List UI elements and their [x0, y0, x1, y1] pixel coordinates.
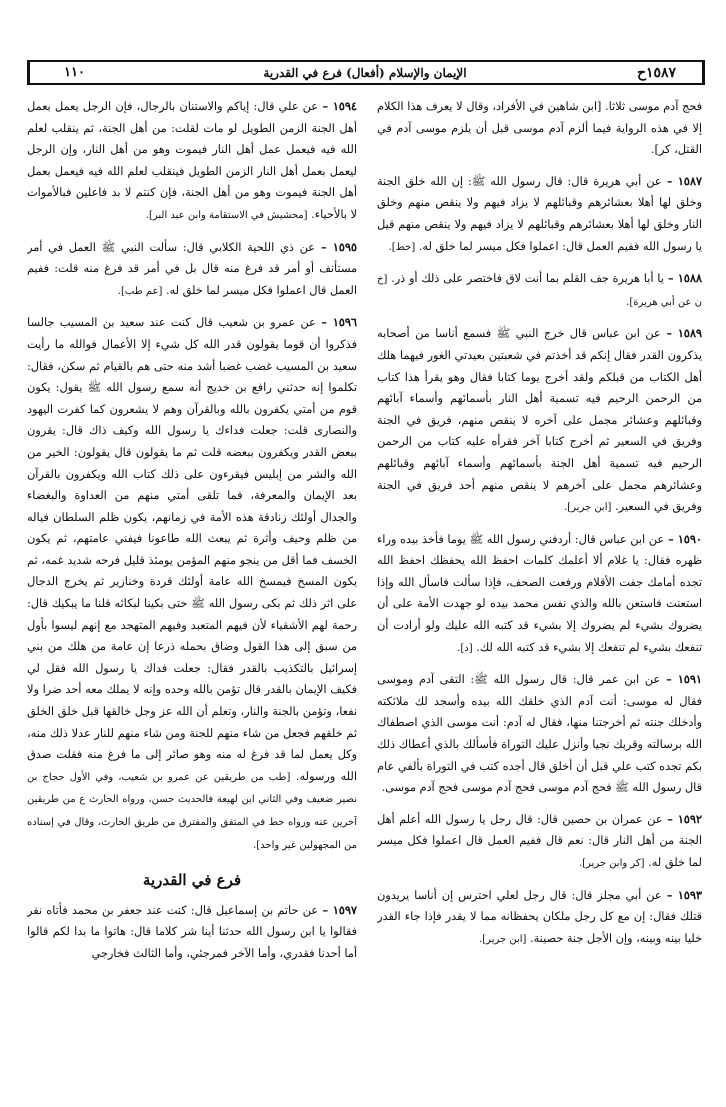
- entry-text: عن ذي اللحية الكلابي قال: سألت النبي ﷺ العمل في أمر مستأنف أو أمر قد فرغ منه قال بل في أمر قد فرغ منه قلت: ففيم العمل قال اعملوا فكل ميسر لما خلق له.: [27, 240, 357, 297]
- entry-text: عن علي قال: إياكم والاستنان بالرجال، فإن الرجل يعمل بعمل أهل الجنة الزمن الطويل لو مات لقلت: من أهل الجنة، ثم ينقلب لعلم الله فيه فيعمل عمل أهل النار فيموت وهو من أهل النار، وإن الرجل ليعمل بعمل أهل النار الزمن الطويل فينقلب لعلم الله فيه فيعمل بعمل أهل الجنة فيموت وهو من أهل الجنة، فإن كنتم لا بد فاعلين فبالأموات لا بالأحياء.: [27, 100, 357, 221]
- entry-range: ١٥٨٧ح: [611, 62, 703, 83]
- hadith-entry: [27, 900, 357, 965]
- entry-number: ١٥٩٢ –: [662, 811, 702, 826]
- entry-number: ١٥٩٣ –: [661, 887, 702, 902]
- entry-number: ١٥٩٠ –: [664, 531, 702, 546]
- entry-text: عن عمران بن حصين قال: قال رجل يا رسول الله أعلم أهل الجنة من أهل النار قال: نعم قال ففيم العمل قال اعملوا فكل ميسر لما خلق له.: [377, 812, 702, 869]
- entry-number: ١٥٩٥ –: [314, 239, 357, 254]
- hadith-entry: [377, 669, 702, 799]
- entry-number: ١٥٨٧ –: [661, 173, 702, 188]
- continuation-text: فحج آدم موسى ثلاثا. [ابن شاهين في الأفراد، وقال لا يعرف هذا الكلام إلا في هذه الرواية فيما ألزم آدم موسى قبل أن يلزم موسى آدم في القتل، كر].: [377, 100, 702, 157]
- entry-source: [ابن جرير].: [564, 502, 612, 514]
- hadith-entry: [377, 885, 702, 951]
- hadith-entry: [377, 323, 702, 518]
- hadith-entry: [27, 237, 357, 303]
- hadith-entry: [377, 809, 702, 875]
- entry-text: يا أبا هريرة جف القلم بما أنت لاق فاختصر على ذلك أو ذر.: [387, 272, 664, 286]
- entry-source: [عم طب].: [117, 285, 163, 297]
- left-after-heading: [27, 900, 357, 965]
- entry-number: ١٥٨٨ –: [663, 271, 702, 286]
- entry-text: عن ابن عمر قال: قال رسول الله ﷺ: التقى آدم وموسى فقال له موسى: أنت آدم الذي خلقك الله بيده وأسجد لك ملائكته وأدخلك جنته ثم أخرجتنا منها، فقال له آدم: أنت موسى الذي اصطفاك الله برسالته وقربك نجيا وأنزل عليك التوراة فأسألك بالذي أعطاك ذلك بكم تجده كتب علي قبل أن أخلق قال أجده كتب في التوراة بألفي عام قال رسول الله ﷺ فحج آدم موسى فحج آدم موسى فحج آدم موسى.: [377, 673, 702, 795]
- entry-text: عن عمرو بن شعيب قال كنت عند سعيد بن المسيب جالسا فذكروا أن قوما يقولون قدر الله كل شيء إلا الأعمال فوالله ما رأيت سعيد بن المسيب غضب غضبا أشد منه حتى هم بالقيام ثم سكن، فقال: تكلموا إنه حدثني رافع بن خديج أنه سمع رسول الله ﷺ يقول: يكون قوم من أمتي يكفرون بالله وبالقرآن وهم لا يشعرون كما كفرت اليهود والنصارى قلت: جعلت فداءك يا رسول الله وكيف ذاك قال: يقرون ببعض القدر ويكفرون ببعضه قلت ثم ما يقولون قال يقولون: الخير من الله والشر من إبليس فيقرءون على ذلك كتاب الله ويكفرون بالقرآن بعد الإيمان والمعرفة، فما تلقى أمتي منهم من العداوة والبغضاء والجدال أولئك زنادقة هذه الأمة في زمانهم، يكون ظلم السلطان فياله من ظلم وحيف وأثرة ثم يبعث الله طاعونا فيفني عامتهم، ثم يكون الخسف فما أقل من ينجو منهم المؤمن يومئذ قليل فرحه شديد غمه، ثم يكون المسخ فيمسخ الله عامة أولئك قردة وخنازير ثم يخرج الدجال على اثر ذلك ثم بكى رسول الله ﷺ حتى بكينا لبكائه قلنا ما يبكيك قال: رحمة لهم الأشقياء لأن فيهم المتعبد وفيهم المتهجد مع إنهم ليسوا بأول من سبق إلى هذا القول وضاق بحمله ذرعا إن عامة من هلك من بني إسرائيل بالتكذيب بالقدر فقال: جعلت فداك يا رسول الله فقل لي فكيف الإيمان بالقدر قال تؤمن بالله وحده وإنه لا يملك معه أحد ضرا ولا نفعا، وتؤمن بالجنة والنار، وتعلم أن الله عز وجل خالقها قبل خلق الخلق ثم خلقهم فجعل من شاء منهم للجنة ومن شاء منهم للنار عدلا ذلك منه، وكل يعمل لما قد فرغ له منه وهو صائر إلى ما فرغ منه فقلت صدق الله ورسوله.: [27, 316, 357, 783]
- entry-text: عن حاتم بن إسماعيل قال: كنت عند جعفر بن محمد فأتاه نفر فقالوا يا ابن رسول الله حدثنا أينا شر كلاما قال: هاتوا ما بدا لكم قالوا أما أحدنا فقدري، وأما الآخر فمرجئي، وأما الثالث فخارجي: [27, 903, 357, 960]
- right-column: [377, 96, 702, 1096]
- entry-number: ١٥٩٦ –: [315, 315, 357, 330]
- hadith-entry: [27, 312, 357, 856]
- entry-number: ١٥٨٩ –: [660, 326, 702, 341]
- entry-source: [ابن جرير].: [479, 933, 527, 945]
- running-header: [27, 60, 705, 85]
- section-heading: فرع في القدرية: [142, 871, 242, 890]
- entry-text: عن ابن عباس قال خرج النبي ﷺ فسمع أناسا من أصحابه يذكرون القدر فقال إنكم قد أخذتم في شعبتين بعيدتي الغور فيهما هلك أهل الكتاب من قبلكم ولقد أخرج يوما كتابا فقال وهو يقرأ هذا كتاب من الرحمن الرحيم فيه تسمية أهل النار بأسمائهم وأسماء آبائهم وقبائلهم وعشائر مجمل على آخره لا ينقص منهم، فريق في الجنة وفريق في السعير ثم أخرج كتابا آخر فقرأه عليه كتاب من الرحمن الرحيم فيه تسمية أهل الجنة بأسمائهم وأسماء آبائهم وقبائلهم وعشائرهم مجمل على آخرهم لا ينقص منهم أحد فريق في الجنة وفريق في السعير.: [377, 327, 702, 514]
- page-number: ١١٠: [29, 62, 119, 83]
- entry-source: [محشيش في الاستقامة وابن عبد البر].: [145, 209, 308, 221]
- entry-number: ١٥٩٤ –: [317, 99, 357, 113]
- hadith-entry: [27, 96, 357, 227]
- right-entries: [377, 171, 702, 951]
- left-column: [27, 96, 357, 1096]
- left-entries: [27, 96, 357, 856]
- entry-text: عن ابن عباس قال: أردفني رسول الله ﷺ يوما فأخذ بيده وراء ظهره فقال: يا غلام ألا أعلمك كلمات احفظ الله يحفظك احفظ الله تجده أمامك جفت الأقلام ورفعت الصحف، فإذا سألت فاسأل الله وإذا استعنت فاستعن بالله والذي نفس محمد بيده لو جهدت الأمة على أن يضروك بشيء لم يضروك إلا بشيء قد كتبه الله عليك ولو أرادت أن تنفعك بشيء لم تنفعك إلا بشيء قد كتبه الله لك.: [377, 532, 702, 654]
- entry-source: [طب من طريقين عن عمرو بن شعيب، وفي الأول حجاج بن نصير ضعيف وفي الثاني ابن لهيعة فالحديث حسن، ورواه الحارث ع من طريقين آخرين عنه ورواه خط في المتفق والمفترق من طريق الحارث، وقال في إسناده من المجهولين غير واحد].: [27, 771, 357, 851]
- entry-source: [د].: [457, 642, 473, 654]
- entry-text: عن أبي مجلز قال: قال رجل لعلي احترس إن أناسا يريدون قتلك فقال: إن مع كل رجل ملكان يحفظانه مما لا يقدر فإذا جاء القدر خليا بينه وبينه، وإن الأجل جنة حصينة.: [377, 888, 702, 945]
- entry-text: عن أبي هريرة قال: قال رسول الله ﷺ: إن الله خلق الجنة وخلق لها أهلا بعشائرهم وقبائلهم لا يزاد فيهم ولا ينقص منهم وخلق النار وخلق لها أهلا بعشائرهم وقبائلهم لا يزاد فيهم ولا ينقص منهم قيل يا رسول الله ففيم العمل قال: اعملوا فكل ميسر لما خلق له.: [377, 174, 702, 253]
- hadith-entry: [377, 268, 702, 313]
- entry-source: [خط].: [388, 241, 416, 253]
- hadith-entry: [377, 171, 702, 258]
- entry-number: ١٥٩٧ –: [317, 902, 357, 917]
- entry-source: [كر وابن جرير].: [578, 858, 645, 869]
- entry-source: [خ ن عن أبي هريرة].: [377, 274, 702, 308]
- running-title: الإيمان والإسلام (أفعال) فرع في القدرية: [263, 65, 467, 80]
- hadith-entry: [377, 529, 702, 660]
- entry-number: ١٥٩١ –: [660, 672, 702, 687]
